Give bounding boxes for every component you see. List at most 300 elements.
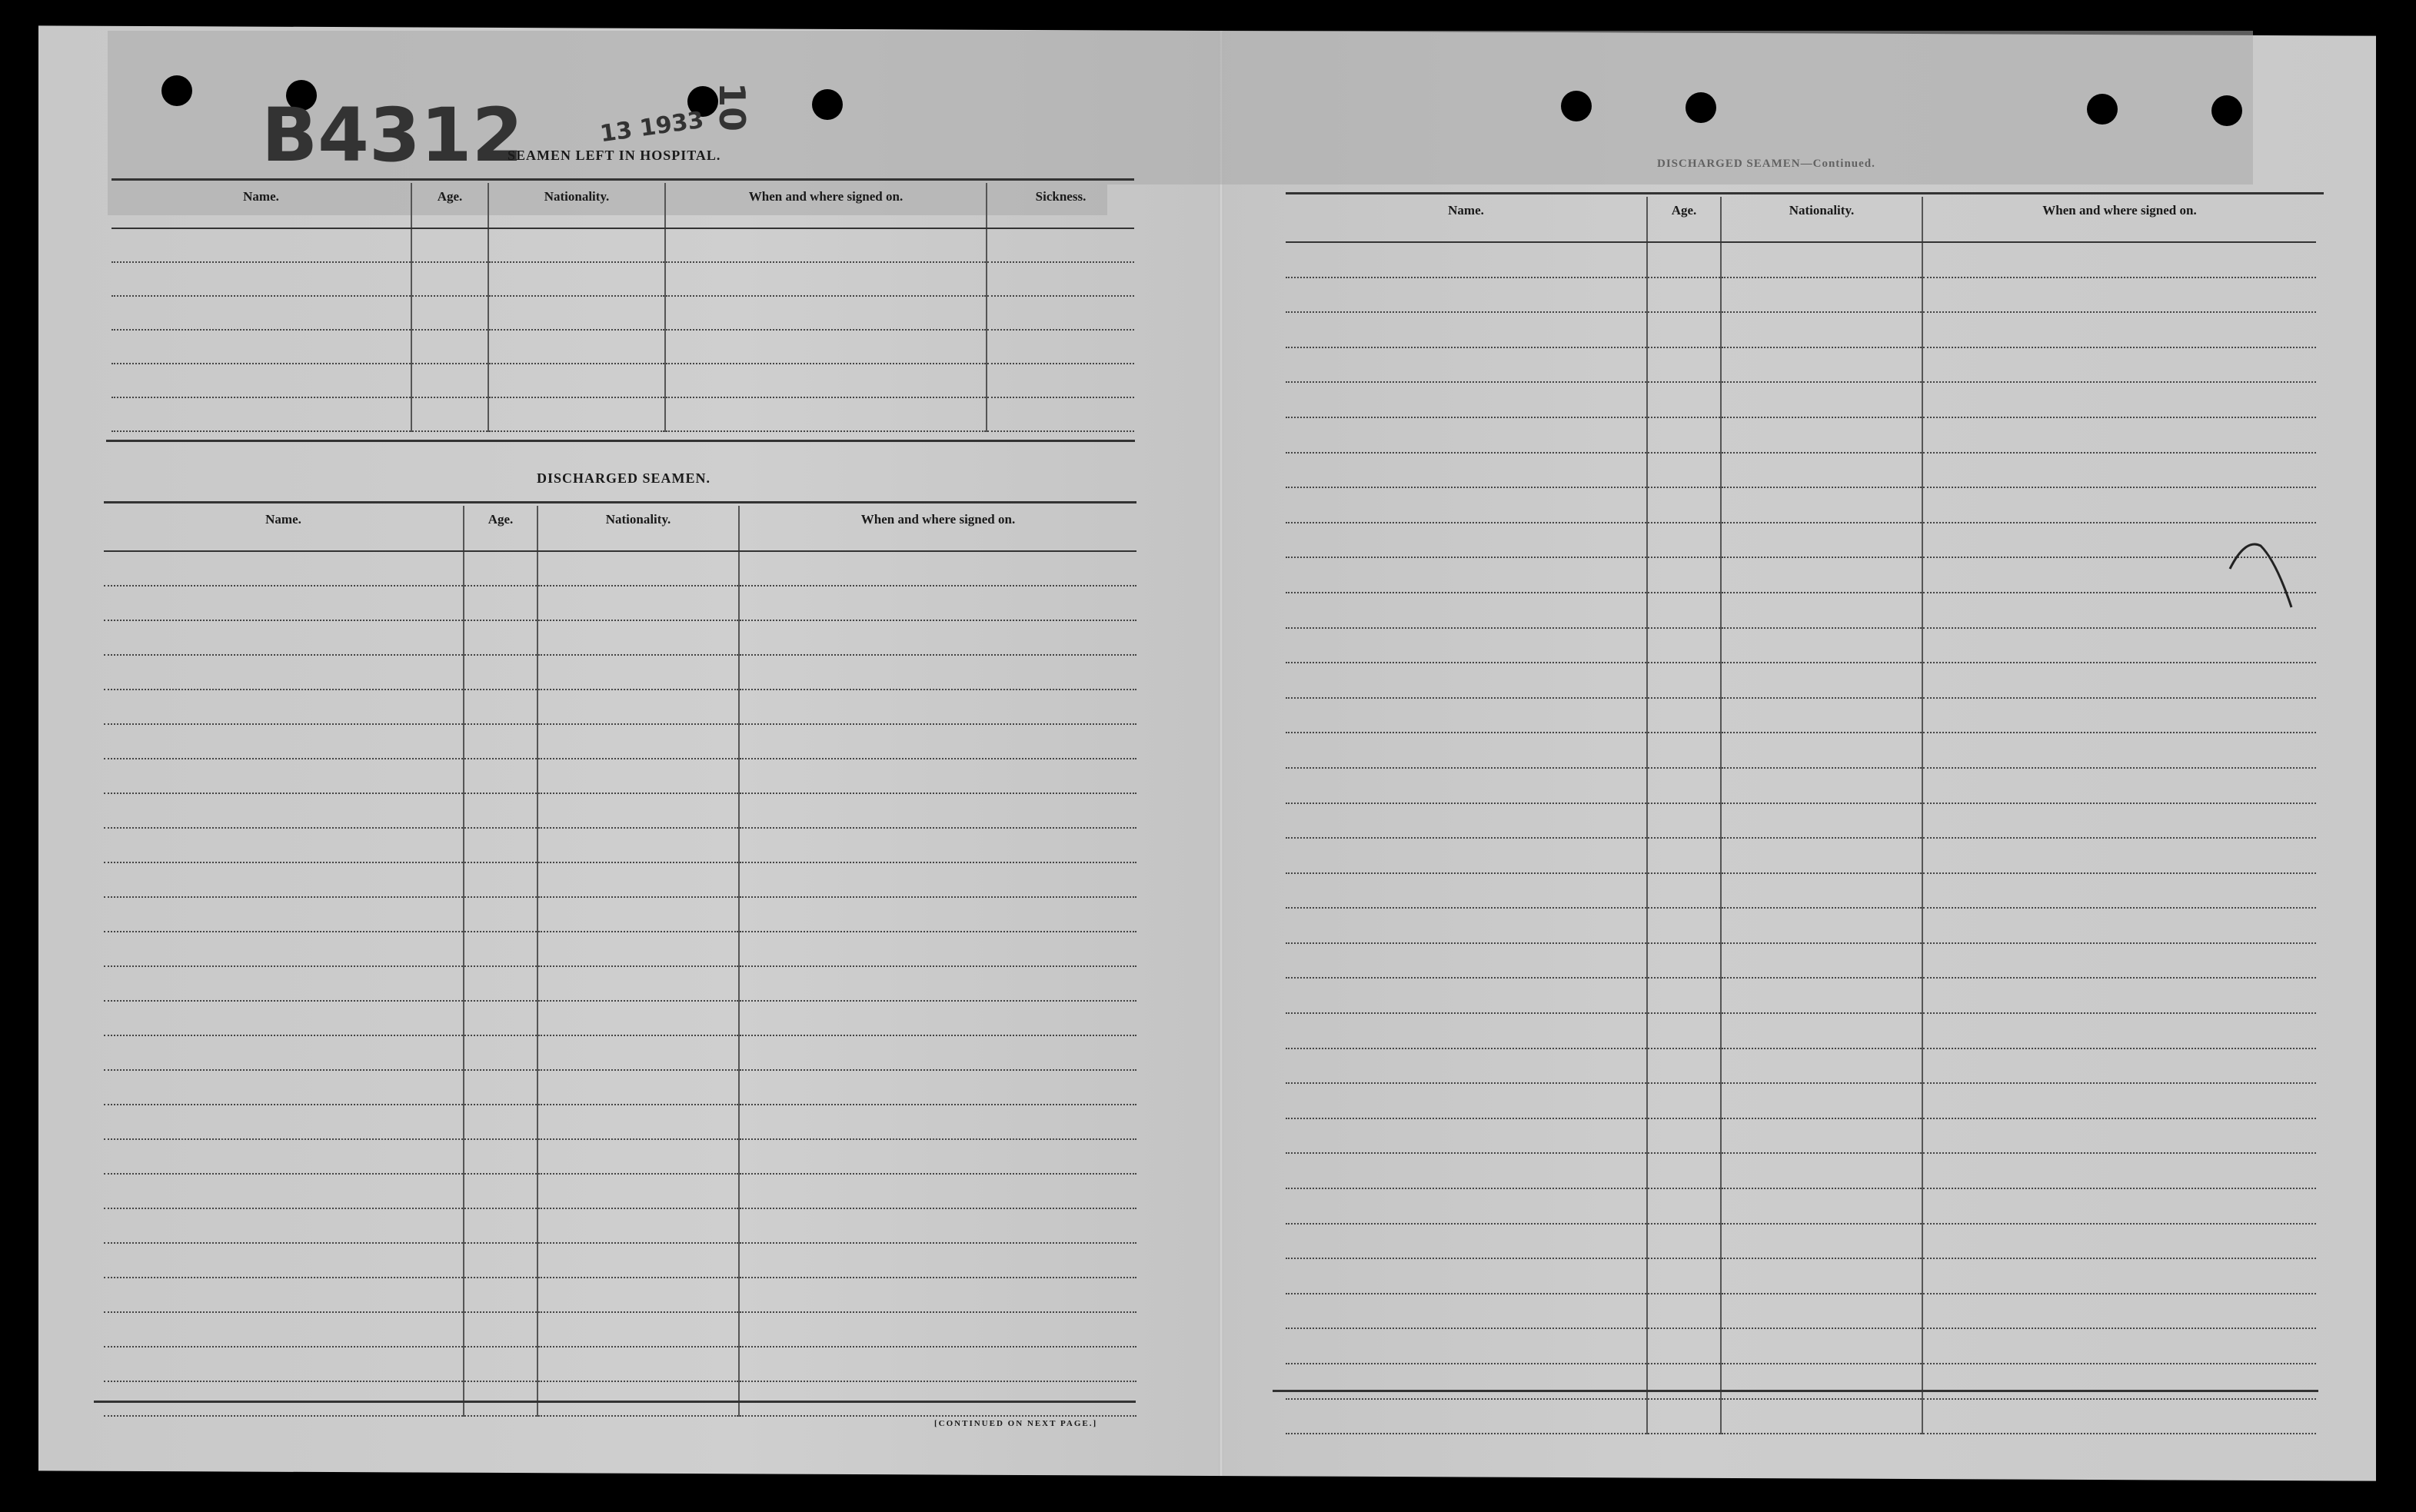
table-row (104, 862, 1136, 897)
blank-cell (739, 1278, 1136, 1312)
blank-cell (1286, 487, 1647, 523)
blank-cell (1286, 453, 1647, 488)
blank-cell (1647, 1399, 1721, 1434)
blank-cell (1922, 873, 2316, 909)
blank-cell (104, 932, 464, 966)
table-row (104, 1243, 1136, 1278)
blank-cell (1922, 312, 2316, 347)
blank-cell (1286, 1153, 1647, 1188)
blank-cell (537, 932, 739, 966)
blank-cell (1922, 277, 2316, 313)
blank-cell (104, 828, 464, 862)
table-row (1286, 733, 2316, 768)
blank-cell (1721, 1399, 1922, 1434)
blank-cell (1647, 347, 1721, 383)
blank-cell (537, 1347, 739, 1381)
hospital-header-row (111, 183, 1134, 228)
blank-cell (104, 897, 464, 932)
table-row (104, 1001, 1136, 1035)
table-row (104, 793, 1136, 828)
right-top-rule (1286, 192, 2324, 194)
table-row (1286, 628, 2316, 663)
blank-cell (1647, 1153, 1721, 1188)
col-sickness: Sickness. (987, 183, 1134, 228)
hospital-bottom-rule (106, 440, 1135, 442)
table-row (104, 1347, 1136, 1381)
table-row (1286, 277, 2316, 313)
blank-cell (1286, 242, 1647, 277)
blank-cell (1721, 1153, 1922, 1188)
blank-cell (1647, 277, 1721, 313)
blank-cell (665, 397, 987, 431)
blank-cell (1286, 1048, 1647, 1084)
blank-cell (1647, 1013, 1721, 1048)
blank-cell (464, 1347, 537, 1381)
blank-cell (464, 1139, 537, 1174)
blank-cell (739, 1174, 1136, 1208)
pen-mark (2215, 530, 2307, 623)
table-row (104, 1070, 1136, 1105)
table-row (104, 1105, 1136, 1139)
blank-cell (739, 1381, 1136, 1416)
blank-cell (464, 1174, 537, 1208)
blank-cell (1922, 242, 2316, 277)
table-row (1286, 312, 2316, 347)
table-row (1286, 1258, 2316, 1294)
blank-cell (464, 586, 537, 620)
blank-cell (104, 1278, 464, 1312)
blank-cell (739, 966, 1136, 1001)
blank-cell (1647, 453, 1721, 488)
blank-cell (739, 1070, 1136, 1105)
hospital-title: SEAMEN LEFT IN HOSPITAL. (507, 148, 721, 163)
table-row (104, 724, 1136, 759)
blank-cell (1286, 628, 1647, 663)
blank-cell (1922, 1399, 2316, 1434)
blank-cell (1721, 382, 1922, 417)
blank-cell (1721, 1328, 1922, 1364)
blank-cell (739, 793, 1136, 828)
blank-cell (111, 228, 411, 262)
table-row (1286, 838, 2316, 873)
blank-cell (537, 966, 739, 1001)
table-row (111, 397, 1134, 431)
blank-cell (1721, 838, 1922, 873)
table-row (104, 897, 1136, 932)
blank-cell (1922, 417, 2316, 453)
table-row (104, 655, 1136, 690)
blank-cell (1286, 1364, 1647, 1399)
blank-cell (104, 759, 464, 793)
continued-note: [CONTINUED ON NEXT PAGE.] (934, 1419, 1098, 1428)
discharged-top-rule (104, 501, 1136, 503)
table-row (1286, 487, 2316, 523)
blank-cell (111, 296, 411, 330)
blank-cell (1286, 1013, 1647, 1048)
blank-cell (739, 724, 1136, 759)
blank-cell (1286, 312, 1647, 347)
blank-cell (104, 1208, 464, 1243)
blank-cell (464, 966, 537, 1001)
blank-cell (739, 828, 1136, 862)
blank-cell (739, 551, 1136, 586)
blank-cell (1922, 1013, 2316, 1048)
col-name: Name. (104, 506, 464, 551)
blank-cell (1286, 803, 1647, 839)
col-nationality: Nationality. (1721, 197, 1922, 242)
col-name: Name. (1286, 197, 1647, 242)
table-row (111, 364, 1134, 397)
blank-cell (1647, 1258, 1721, 1294)
blank-cell (104, 620, 464, 655)
blank-cell (464, 828, 537, 862)
blank-cell (1721, 908, 1922, 943)
table-row (111, 228, 1134, 262)
col-nationality: Nationality. (488, 183, 665, 228)
page-fold (1219, 31, 1223, 1476)
blank-cell (464, 1105, 537, 1139)
blank-cell (1647, 628, 1721, 663)
table-row (104, 932, 1136, 966)
table-row (1286, 242, 2316, 277)
blank-cell (1647, 557, 1721, 593)
handwritten-page-mark: 10 (711, 81, 754, 132)
date-stamp: 13 1933 (598, 106, 706, 148)
blank-cell (1286, 1328, 1647, 1364)
blank-cell (1922, 1048, 2316, 1084)
blank-cell (104, 1381, 464, 1416)
blank-cell (537, 655, 739, 690)
blank-cell (537, 1139, 739, 1174)
blank-cell (1286, 1258, 1647, 1294)
right-rows (1286, 242, 2316, 1434)
blank-cell (1286, 978, 1647, 1013)
blank-cell (104, 1312, 464, 1347)
col-signed-on: When and where signed on. (665, 183, 987, 228)
blank-cell (537, 1070, 739, 1105)
blank-cell (665, 364, 987, 397)
right-discharged-table (1286, 197, 2316, 1434)
table-row (1286, 1083, 2316, 1118)
table-row (1286, 523, 2316, 558)
blank-cell (104, 1035, 464, 1070)
blank-cell (1286, 943, 1647, 979)
blank-cell (1721, 1083, 1922, 1118)
table-row (1286, 698, 2316, 733)
table-row (104, 1035, 1136, 1070)
discharged-title: DISCHARGED SEAMEN. (537, 470, 711, 486)
blank-cell (739, 620, 1136, 655)
blank-cell (1721, 628, 1922, 663)
blank-cell (1647, 943, 1721, 979)
blank-cell (411, 228, 488, 262)
table-row (1286, 873, 2316, 909)
blank-cell (464, 862, 537, 897)
discharged-header-row (104, 506, 1136, 551)
blank-cell (1286, 1118, 1647, 1154)
blank-cell (1922, 1083, 2316, 1118)
blank-cell (488, 364, 665, 397)
table-row (1286, 347, 2316, 383)
table-row (1286, 1224, 2316, 1259)
blank-cell (464, 1001, 537, 1035)
blank-cell (739, 1312, 1136, 1347)
blank-cell (104, 1139, 464, 1174)
blank-cell (1721, 1224, 1922, 1259)
blank-cell (411, 262, 488, 296)
blank-cell (1647, 242, 1721, 277)
blank-cell (987, 364, 1134, 397)
blank-cell (1647, 733, 1721, 768)
blank-cell (1721, 453, 1922, 488)
blank-cell (1721, 943, 1922, 979)
blank-cell (1922, 487, 2316, 523)
right-bottom-rule (1273, 1390, 2318, 1392)
blank-cell (987, 296, 1134, 330)
blank-cell (537, 793, 739, 828)
blank-cell (739, 1208, 1136, 1243)
blank-cell (1721, 1118, 1922, 1154)
blank-cell (1647, 663, 1721, 698)
blank-cell (1647, 698, 1721, 733)
table-row (104, 690, 1136, 724)
blank-cell (1922, 908, 2316, 943)
blank-cell (1721, 1048, 1922, 1084)
blank-cell (1721, 557, 1922, 593)
blank-cell (1647, 487, 1721, 523)
col-name: Name. (111, 183, 411, 228)
blank-cell (537, 1243, 739, 1278)
blank-cell (1922, 733, 2316, 768)
blank-cell (1922, 943, 2316, 979)
table-row (111, 330, 1134, 364)
blank-cell (1721, 242, 1922, 277)
blank-cell (1647, 1048, 1721, 1084)
blank-cell (537, 862, 739, 897)
table-row (104, 1381, 1136, 1416)
blank-cell (1721, 417, 1922, 453)
blank-cell (1922, 382, 2316, 417)
blank-cell (464, 551, 537, 586)
blank-cell (537, 1312, 739, 1347)
blank-cell (1721, 1188, 1922, 1224)
blank-cell (739, 655, 1136, 690)
blank-cell (1721, 1258, 1922, 1294)
blank-cell (1286, 277, 1647, 313)
blank-cell (111, 330, 411, 364)
table-row (104, 1208, 1136, 1243)
table-row (104, 1174, 1136, 1208)
table-row (1286, 768, 2316, 803)
blank-cell (464, 1243, 537, 1278)
table-row (104, 966, 1136, 1001)
blank-cell (1721, 277, 1922, 313)
blank-cell (1647, 838, 1721, 873)
blank-cell (1647, 768, 1721, 803)
blank-cell (739, 1035, 1136, 1070)
blank-cell (464, 793, 537, 828)
blank-cell (537, 1001, 739, 1035)
table-row (1286, 417, 2316, 453)
blank-cell (411, 330, 488, 364)
blank-cell (1647, 417, 1721, 453)
punch-hole (2211, 95, 2242, 126)
blank-cell (1647, 523, 1721, 558)
table-row (104, 620, 1136, 655)
blank-cell (1286, 698, 1647, 733)
blank-cell (1647, 1294, 1721, 1329)
hospital-table (111, 183, 1134, 432)
blank-cell (1286, 1188, 1647, 1224)
blank-cell (104, 966, 464, 1001)
blank-cell (104, 1105, 464, 1139)
col-signed-on: When and where signed on. (739, 506, 1136, 551)
blank-cell (739, 759, 1136, 793)
blank-cell (1647, 803, 1721, 839)
blank-cell (488, 228, 665, 262)
punch-hole (161, 75, 192, 106)
blank-cell (464, 620, 537, 655)
table-row (104, 586, 1136, 620)
col-nationality: Nationality. (537, 506, 739, 551)
blank-cell (111, 262, 411, 296)
blank-cell (104, 586, 464, 620)
table-row (1286, 557, 2316, 593)
blank-cell (1922, 663, 2316, 698)
blank-cell (488, 296, 665, 330)
blank-cell (1647, 1188, 1721, 1224)
blank-cell (739, 1139, 1136, 1174)
blank-cell (1721, 1013, 1922, 1048)
blank-cell (1647, 873, 1721, 909)
blank-cell (987, 397, 1134, 431)
blank-cell (1721, 733, 1922, 768)
blank-cell (104, 551, 464, 586)
blank-cell (111, 397, 411, 431)
blank-cell (411, 364, 488, 397)
discharged-rows (104, 551, 1136, 1416)
blank-cell (739, 897, 1136, 932)
table-row (1286, 663, 2316, 698)
table-row (111, 296, 1134, 330)
table-row (1286, 453, 2316, 488)
blank-cell (1647, 1364, 1721, 1399)
table-row (104, 759, 1136, 793)
blank-cell (537, 897, 739, 932)
blank-cell (1721, 1364, 1922, 1399)
blank-cell (665, 228, 987, 262)
blank-cell (1721, 523, 1922, 558)
blank-cell (1647, 1328, 1721, 1364)
blank-cell (1721, 347, 1922, 383)
table-row (104, 551, 1136, 586)
blank-cell (1647, 1083, 1721, 1118)
blank-cell (1286, 417, 1647, 453)
blank-cell (1286, 1083, 1647, 1118)
blank-cell (1922, 1188, 2316, 1224)
blank-cell (739, 690, 1136, 724)
blank-cell (464, 1070, 537, 1105)
table-row (104, 1312, 1136, 1347)
blank-cell (104, 690, 464, 724)
blank-cell (1647, 593, 1721, 628)
table-row (1286, 382, 2316, 417)
punch-hole (1561, 91, 1592, 121)
blank-cell (464, 1208, 537, 1243)
col-age: Age. (411, 183, 488, 228)
blank-cell (1922, 453, 2316, 488)
blank-cell (464, 1035, 537, 1070)
table-row (1286, 593, 2316, 628)
blank-cell (488, 262, 665, 296)
blank-cell (104, 793, 464, 828)
blank-cell (1721, 698, 1922, 733)
table-row (104, 1139, 1136, 1174)
blank-cell (104, 655, 464, 690)
blank-cell (1922, 1224, 2316, 1259)
blank-cell (1922, 347, 2316, 383)
blank-cell (1922, 768, 2316, 803)
blank-cell (1647, 1118, 1721, 1154)
table-row (1286, 1188, 2316, 1224)
blank-cell (1721, 803, 1922, 839)
blank-cell (1647, 312, 1721, 347)
blank-cell (488, 397, 665, 431)
blank-cell (464, 759, 537, 793)
blank-cell (537, 586, 739, 620)
blank-cell (411, 397, 488, 431)
blank-cell (1286, 1224, 1647, 1259)
blank-cell (1922, 978, 2316, 1013)
blank-cell (1286, 768, 1647, 803)
blank-cell (537, 690, 739, 724)
blank-cell (1922, 1364, 2316, 1399)
blank-cell (1922, 838, 2316, 873)
blank-cell (1647, 908, 1721, 943)
blank-cell (1922, 803, 2316, 839)
blank-cell (464, 690, 537, 724)
blank-cell (1286, 382, 1647, 417)
blank-cell (1286, 523, 1647, 558)
blank-cell (1647, 1224, 1721, 1259)
table-row (1286, 1364, 2316, 1399)
blank-cell (1286, 663, 1647, 698)
blank-cell (1721, 593, 1922, 628)
blank-cell (1647, 382, 1721, 417)
col-age: Age. (464, 506, 537, 551)
blank-cell (411, 296, 488, 330)
table-row (1286, 1013, 2316, 1048)
blank-cell (104, 1001, 464, 1035)
blank-cell (1286, 873, 1647, 909)
blank-cell (464, 1312, 537, 1347)
blank-cell (665, 262, 987, 296)
table-row (104, 1278, 1136, 1312)
blank-cell (1286, 1399, 1647, 1434)
blank-cell (1286, 557, 1647, 593)
table-row (1286, 1153, 2316, 1188)
table-row (111, 262, 1134, 296)
table-row (1286, 908, 2316, 943)
blank-cell (537, 759, 739, 793)
blank-cell (1647, 978, 1721, 1013)
discharged-bottom-rule (94, 1401, 1136, 1403)
blank-cell (104, 1070, 464, 1105)
table-row (1286, 1048, 2316, 1084)
table-row (1286, 1399, 2316, 1434)
blank-cell (537, 724, 739, 759)
blank-cell (739, 1243, 1136, 1278)
